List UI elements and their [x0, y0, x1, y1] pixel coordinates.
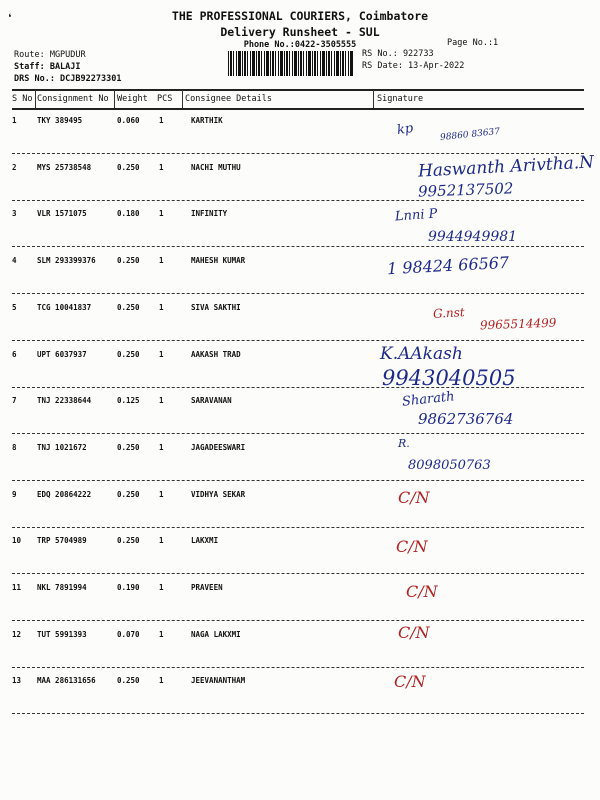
row-divider: [12, 433, 584, 434]
row-weight: 0.250: [117, 489, 140, 499]
document-title: Delivery Runsheet - SUL: [220, 25, 380, 39]
row-weight: 0.250: [117, 302, 140, 312]
row-sno: 3: [12, 209, 17, 219]
row-pcs: 1: [159, 536, 164, 546]
column-divider: [114, 90, 115, 110]
signature-phone: 9952137502: [417, 179, 514, 201]
row-consignee: JAGADEESWARI: [191, 442, 246, 452]
signature-text: C/N: [406, 582, 438, 601]
row-consignee: SARAVANAN: [191, 396, 232, 406]
row-pcs: 1: [159, 349, 164, 359]
row-weight: 0.190: [117, 583, 140, 592]
row-pcs: 1: [159, 302, 164, 312]
row-pcs: 1: [159, 116, 164, 125]
column-divider: [35, 90, 36, 110]
row-weight: 0.125: [117, 396, 140, 406]
row-sno: 2: [12, 162, 17, 172]
row-sno: 1: [12, 116, 17, 125]
row-consignee: VIDHYA SEKAR: [191, 489, 246, 499]
row-consignment: TNJ 22338644: [37, 396, 92, 406]
row-divider: [12, 340, 584, 341]
row-consignment: TNJ 1021672: [37, 442, 87, 452]
row-consignment: SLM 293399376: [37, 256, 96, 266]
row-pcs: 1: [159, 676, 164, 686]
row-pcs: 1: [159, 629, 164, 639]
signature-phone: 9862736764: [418, 410, 514, 428]
drs-number: DRS No.: DCJB92273301: [14, 74, 122, 84]
column-header-pcs: PCS: [157, 94, 173, 104]
row-weight: 0.180: [117, 209, 140, 219]
corner-mark: ❛: [6, 12, 14, 27]
row-divider: [12, 667, 584, 668]
row-divider: [12, 200, 584, 201]
row-sno: 8: [12, 442, 17, 452]
row-pcs: 1: [159, 162, 164, 172]
signature-phone: 9943040505: [382, 366, 516, 390]
column-divider: [373, 90, 374, 110]
phone-number: Phone No.:0422-3505555: [243, 40, 357, 50]
row-consignment: MAA 286131656: [37, 676, 96, 686]
column-header-sno: S No: [12, 94, 33, 104]
row-weight: 0.250: [117, 536, 140, 546]
row-consignment: NKL 7891994: [37, 583, 87, 592]
signature-text: Sharath: [401, 389, 456, 410]
signature-text: C/N: [398, 488, 430, 507]
row-consignee: NAGA LAKXMI: [191, 629, 241, 639]
row-consignment: MYS 25738548: [37, 162, 92, 172]
header-top-rule: [12, 89, 584, 91]
row-pcs: 1: [159, 583, 164, 592]
row-sno: 6: [12, 349, 17, 359]
signature-phone: 9965514499: [479, 315, 557, 333]
row-divider: [12, 387, 584, 388]
row-weight: 0.250: [117, 349, 140, 359]
row-divider: [12, 527, 584, 528]
signature-text: C/N: [398, 623, 430, 642]
row-consignment: VLR 1571075: [37, 209, 87, 219]
row-sno: 4: [12, 256, 17, 266]
row-divider: [12, 573, 584, 574]
signature-phone: 9944949981: [428, 229, 518, 245]
row-pcs: 1: [159, 489, 164, 499]
signature-text: G.nst: [432, 305, 466, 321]
row-weight: 0.060: [117, 116, 140, 125]
row-weight: 0.250: [117, 442, 140, 452]
column-divider: [182, 90, 183, 110]
row-divider: [12, 713, 584, 714]
row-sno: 11: [12, 583, 22, 592]
column-header-signature: Signature: [377, 94, 424, 104]
row-divider: [12, 153, 584, 154]
row-consignee: SIVA SAKTHI: [191, 302, 241, 312]
row-divider: [12, 620, 584, 621]
row-consignment: TKY 389495: [37, 116, 83, 125]
row-consignee: KARTHIK: [191, 116, 223, 125]
row-consignee: INFINITY: [191, 209, 228, 219]
row-consignment: TCG 10041837: [37, 302, 92, 312]
row-divider: [12, 480, 584, 481]
row-pcs: 1: [159, 209, 164, 219]
row-divider: [12, 293, 584, 294]
row-consignment: TUT 5991393: [37, 629, 87, 639]
signature-text: 1 98424 66567: [386, 252, 510, 279]
row-consignment: TRP 5704989: [37, 536, 87, 546]
row-sno: 9: [12, 489, 17, 499]
rs-date: RS Date: 13-Apr-2022: [362, 61, 465, 71]
row-consignee: LAKXMI: [191, 536, 219, 546]
header-bottom-rule: [12, 108, 584, 110]
row-divider: [12, 246, 584, 247]
signature-text: Haswanth Arivtha.N: [417, 152, 595, 182]
signature-text: C/N: [396, 537, 428, 556]
row-weight: 0.250: [117, 256, 140, 266]
row-consignee: PRAVEEN: [191, 583, 223, 592]
row-consignee: MAHESH KUMAR: [191, 256, 246, 266]
row-weight: 0.250: [117, 162, 140, 172]
row-consignee: NACHI MUTHU: [191, 162, 241, 172]
row-sno: 7: [12, 396, 17, 406]
signature-text: R.: [398, 437, 410, 450]
row-weight: 0.070: [117, 629, 140, 639]
row-pcs: 1: [159, 442, 164, 452]
row-sno: 12: [12, 629, 22, 639]
row-sno: 10: [12, 536, 22, 546]
column-header-consignment: Consignment No: [37, 94, 109, 104]
column-header-weight: Weight: [117, 94, 148, 104]
row-weight: 0.250: [117, 676, 140, 686]
column-header-consignee: Consignee Details: [185, 94, 272, 104]
signature-text: Lnni P: [394, 206, 438, 225]
signature-text: kp: [396, 120, 415, 139]
barcode-image: [228, 51, 353, 76]
row-consignee: AAKASH TRAD: [191, 349, 241, 359]
signature-phone: 8098050763: [408, 458, 491, 473]
row-sno: 13: [12, 676, 22, 686]
signature-text: K.AAkash: [380, 344, 463, 364]
row-sno: 5: [12, 302, 17, 312]
rs-number: RS No.: 922733: [362, 49, 434, 59]
row-pcs: 1: [159, 256, 164, 266]
route-label: Route: MGPUDUR: [14, 50, 86, 60]
row-consignee: JEEVANANTHAM: [191, 676, 246, 686]
staff-label: Staff: BALAJI: [14, 62, 81, 72]
signature-text: C/N: [394, 672, 426, 691]
row-consignment: UPT 6037937: [37, 349, 87, 359]
row-pcs: 1: [159, 396, 164, 406]
signature-phone: 98860 83637: [439, 126, 501, 144]
company-title: THE PROFESSIONAL COURIERS, Coimbatore: [171, 9, 429, 23]
page-number: Page No.:1: [447, 38, 499, 48]
row-consignment: EDQ 20864222: [37, 489, 92, 499]
